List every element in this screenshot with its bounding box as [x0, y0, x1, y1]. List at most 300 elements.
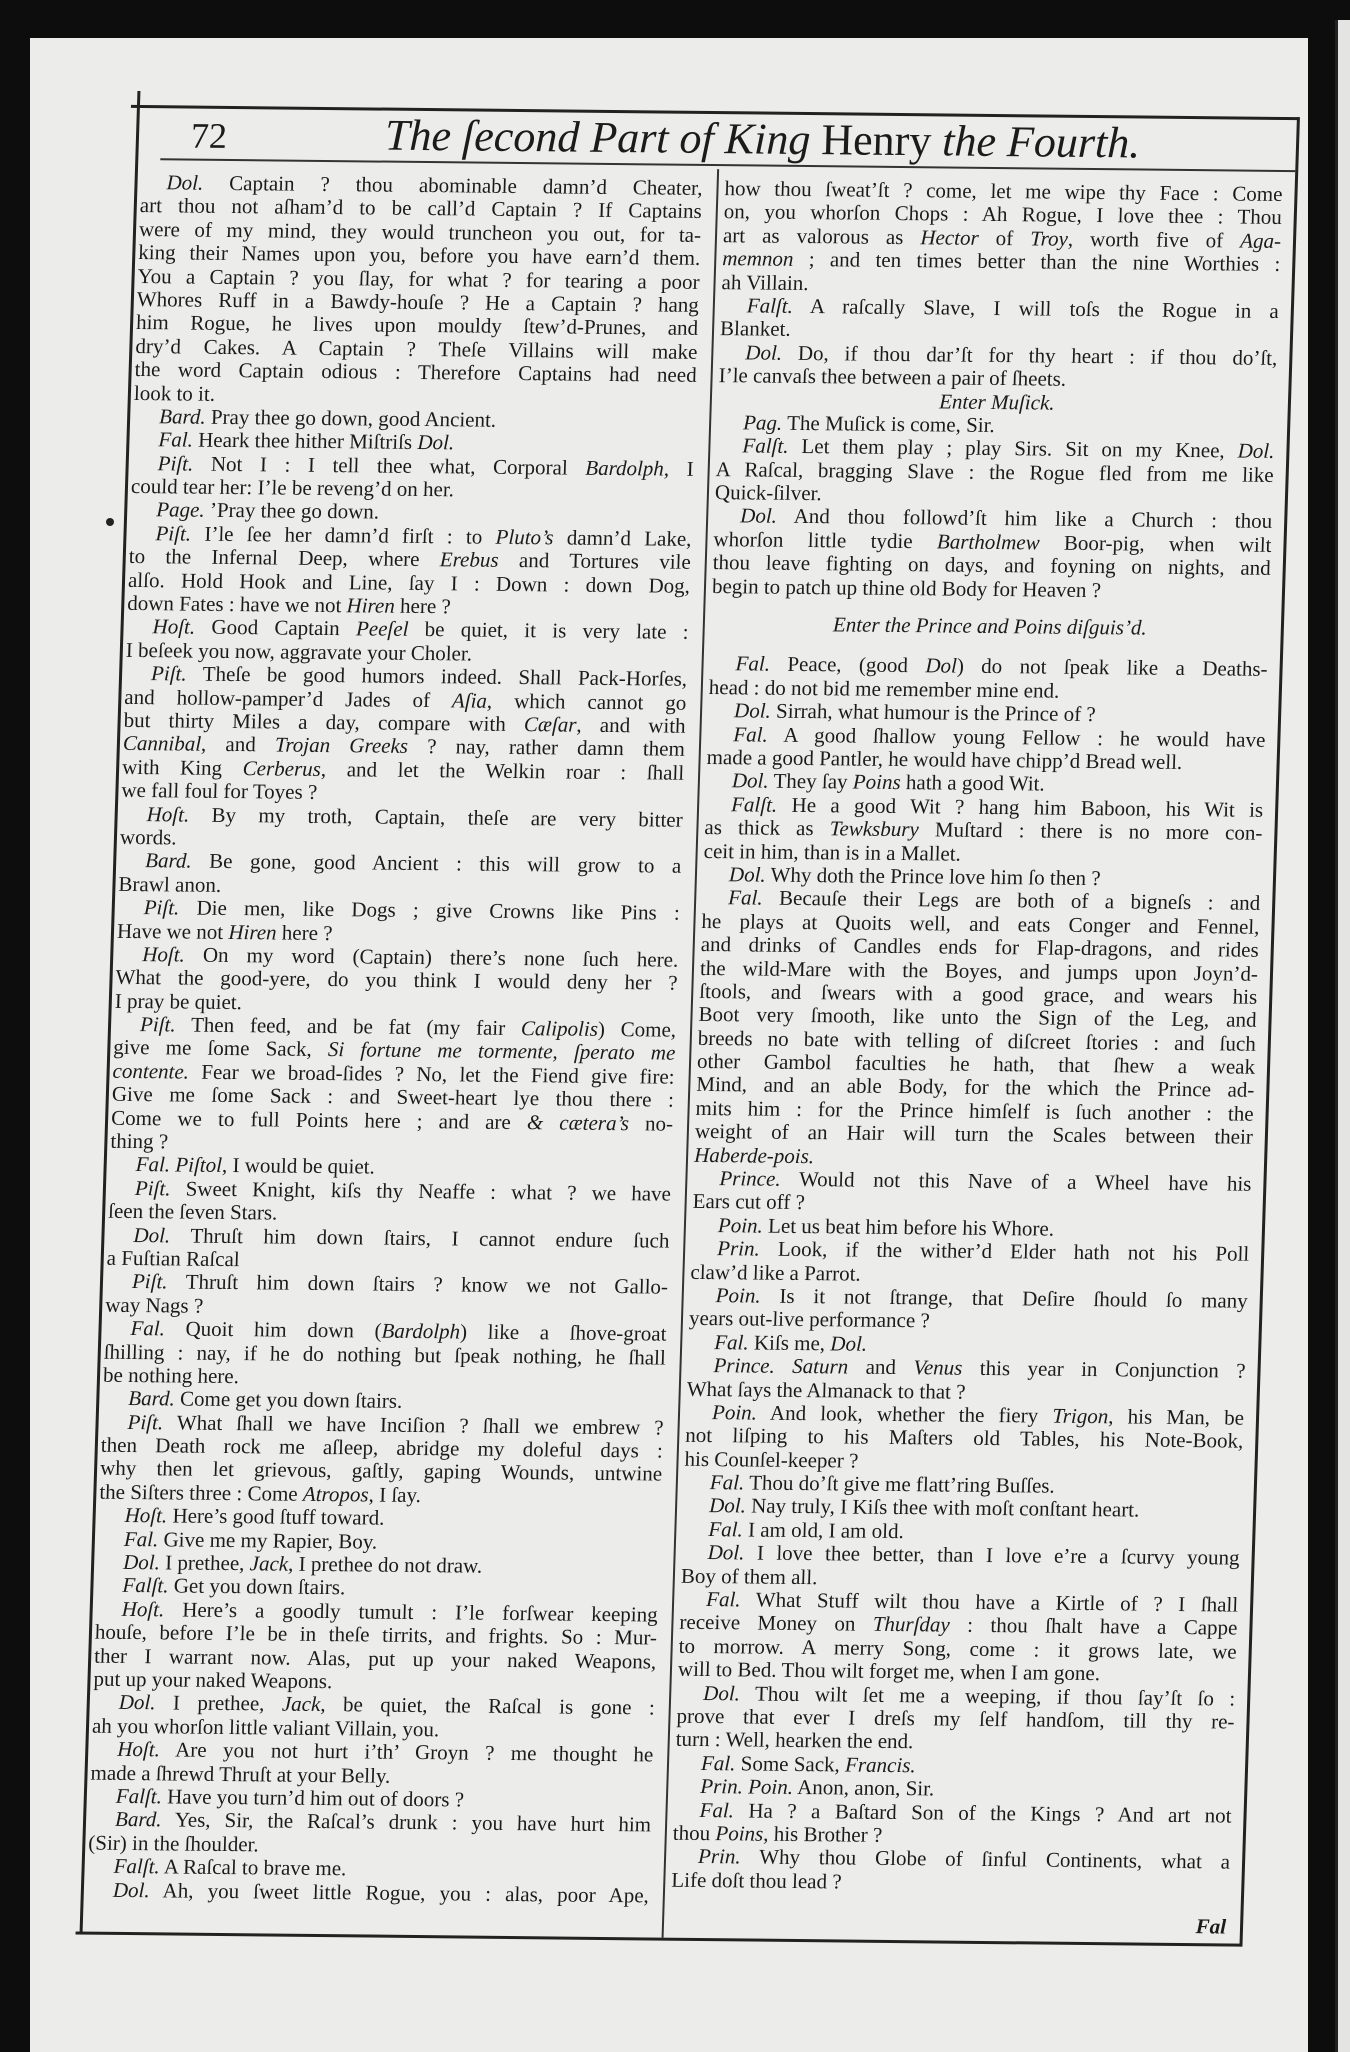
- line-text: Then feed, and be fat (my fair: [190, 1012, 522, 1041]
- line-text: , worth five of: [1067, 226, 1241, 253]
- line-text: here ?: [276, 920, 334, 945]
- line-text: Anon, anon, Sir.: [796, 1775, 935, 1801]
- line-text: why then let grievous, gaſtly, gaping Wounds, untwine: [99, 1456, 663, 1487]
- line-text: What ſays the Almanack to that ?: [686, 1376, 966, 1404]
- line-text: ) do not ſpeak like a Deaths-: [956, 654, 1268, 682]
- line-text: Sweet Knight, kiſs thy Neaffe : what ? we have: [185, 1176, 672, 1206]
- speech: [127, 522, 692, 621]
- line-text: with King: [121, 754, 244, 780]
- line-text: how thou ſweat’ſt ? come, let me wipe thy Face : Come: [724, 176, 1283, 206]
- left-column: [87, 171, 703, 1907]
- line-text: The Muſick is come, Sir.: [786, 410, 996, 437]
- line-text: hath a good Wit.: [900, 770, 1046, 796]
- speaker-name: Bard.: [144, 848, 193, 873]
- line-text: whorſon little tydie: [713, 526, 938, 554]
- speaker-name: Poin.: [717, 1212, 764, 1238]
- speaker-name: Prin. Poin.: [699, 1774, 794, 1800]
- speech: [103, 1317, 667, 1393]
- line-text: be quiet, it is very late :: [408, 617, 689, 645]
- speech: [715, 434, 1275, 510]
- line-text: down Fates : have we not: [126, 590, 348, 618]
- line-text: Yes, Sir, the Raſcal’s drunk : you have hurt him: [174, 1807, 652, 1837]
- running-title: [384, 112, 1141, 168]
- speech: [87, 1878, 650, 1907]
- line-text: words.: [119, 824, 177, 850]
- line-text: I am old, I am old.: [747, 1517, 905, 1543]
- line-text: the word Captain odious : Therefore Captains had need: [134, 357, 698, 387]
- line-text: years out-live performance ?: [688, 1306, 931, 1333]
- italic-name: Calipolis: [520, 1016, 599, 1041]
- speech: [671, 1845, 1230, 1898]
- italic-name: Peeſel: [355, 616, 409, 642]
- speaker-name: Piſt.: [127, 1409, 164, 1435]
- speech: [131, 452, 694, 505]
- line-text: , his Brother ?: [762, 1821, 883, 1847]
- line-text: put up your naked Weapons.: [93, 1666, 333, 1694]
- speech: [678, 1588, 1239, 1687]
- italic-name: Hector: [920, 224, 980, 250]
- speech: [703, 793, 1263, 869]
- line-text: Boot very ſmooth, like unto the Sign of the Leg, and: [698, 1002, 1257, 1033]
- line-text: Thou wilt ſet me a weeping, if thou ſay’ſt ſo :: [754, 1681, 1236, 1711]
- italic-name: Poins: [715, 1821, 764, 1846]
- speaker-name: Fal.: [709, 1470, 745, 1495]
- speaker-name: Fal.: [735, 651, 771, 677]
- line-text: , which cannot go: [486, 688, 687, 715]
- line-text: alſo. Hold Hook and Line, ſay I : Down : down Dog,: [127, 567, 691, 598]
- line-text: : thou ſhalt have a Cappe: [949, 1613, 1238, 1641]
- page-frame: [80, 105, 1297, 1947]
- line-text: Whores Ruff in a Bawdy-houſe ? He a Captain ? hang: [136, 286, 700, 317]
- line-text: Some Sack,: [740, 1751, 846, 1777]
- line-text: ; and ten times better than the nine Worthies :: [793, 247, 1281, 277]
- speaker-name: Fal.: [700, 1750, 736, 1776]
- speech: [672, 1798, 1231, 1851]
- speaker-name: Poin.: [711, 1400, 758, 1425]
- speaker-name: Piſt.: [157, 450, 194, 476]
- line-text: Thruſt him down ſtairs, I cannot endure ſuch: [190, 1223, 670, 1253]
- line-text: Why thou Globe of ſinful Continents, what a: [758, 1844, 1231, 1874]
- line-text: on, you whorſon Chops : Ah Rogue, I love thee : Thou: [723, 199, 1283, 230]
- line-text: (Sir) in the ſhoulder.: [88, 1830, 260, 1857]
- line-text: Do, if thou dar’ſt for thy heart : if thou do’ſt,: [797, 340, 1278, 370]
- speech: [108, 1177, 671, 1230]
- speaker-name: Piſt.: [134, 1175, 171, 1201]
- speaker-name: Dol.: [133, 1222, 171, 1247]
- line-text: receive Money on: [679, 1610, 874, 1637]
- speech: [706, 723, 1265, 776]
- line-text: no-: [628, 1110, 674, 1136]
- line-text: , his Man, be: [1107, 1404, 1245, 1430]
- line-text: Give me ſome Sack : and Sweet-heart lye thou there :: [111, 1082, 675, 1112]
- italic-name: Saturn: [791, 1354, 849, 1379]
- speech: [93, 1597, 658, 1696]
- speech: [721, 177, 1283, 300]
- speaker-name: Falſt.: [115, 1783, 163, 1809]
- italic-name: & cætera’s: [526, 1109, 630, 1135]
- italic-name: Cæſar: [523, 712, 577, 737]
- line-text: claw’d like a Parrot.: [690, 1259, 862, 1286]
- line-text: turn : Well, hearken the end.: [675, 1727, 914, 1754]
- speech: [694, 886, 1261, 1172]
- speaker-name: Dol.: [118, 1690, 156, 1715]
- speech: [125, 615, 688, 668]
- speech: [110, 1013, 676, 1159]
- line-text: mits him : for the Prince himſelf is ſuch another : the: [695, 1095, 1254, 1126]
- line-text: Ears cut off ?: [692, 1189, 806, 1215]
- line-text: ) like a ſhove-groat: [459, 1319, 667, 1346]
- italic-name: Troy: [1029, 226, 1069, 251]
- right-column: [671, 177, 1283, 1897]
- speaker-name: Fal.: [158, 427, 194, 452]
- line-text: the wild-Mare with the Boyes, and jumps upon Joyn’d-: [699, 955, 1259, 986]
- italic-name: Aſia: [451, 687, 488, 713]
- italic-name: Bardolph: [381, 1318, 461, 1344]
- line-text: Here’s good ſtuff toward.: [172, 1503, 385, 1530]
- line-text: made a ſhrewd Thruſt at your Belly.: [90, 1760, 391, 1788]
- speech: [712, 505, 1273, 604]
- line-text: ah you whorſon little valiant Villain, you.: [91, 1713, 440, 1742]
- line-text: I prethee,: [164, 1550, 251, 1576]
- facing-page-edge: [1335, 20, 1350, 2052]
- speech: [121, 662, 687, 808]
- ink-speck: [106, 518, 114, 526]
- speaker-name: Dol.: [707, 1540, 745, 1565]
- line-text: ſhilling : nay, if he do nothing but ſpeak nothing, he ſhall: [103, 1339, 667, 1370]
- speaker-name: Prince.: [719, 1166, 782, 1191]
- speaker-name: Bard.: [158, 404, 207, 429]
- italic-name: Dol.: [830, 1331, 868, 1356]
- line-text: Die men, like Dogs ; give Crowns like Pins :: [196, 895, 681, 925]
- line-text: a Fuſtian Raſcal: [106, 1245, 241, 1272]
- italic-name: Dol: [925, 653, 958, 679]
- line-text: Thruſt him down ſtairs ? know we not Gallo-: [185, 1269, 669, 1299]
- line-text: then Death rock me aſleep, abridge my doleful days :: [100, 1432, 664, 1463]
- line-text: What ſhall we have Inciſion ? ſhall we embrew ?: [176, 1410, 664, 1440]
- line-text: Life doſt thou lead ?: [671, 1867, 843, 1894]
- speech: [134, 171, 703, 411]
- italic-name: Dol.: [1237, 438, 1275, 464]
- italic-name: Thurſday: [872, 1612, 951, 1638]
- line-text: Becauſe their Legs are both of a bigneſs : and: [778, 886, 1261, 916]
- line-text: I love thee better, than I love e’re a ſcurvy young: [756, 1540, 1241, 1570]
- line-text: A Raſcal, bragging Slave : the Rogue fled from me like: [715, 456, 1275, 487]
- line-text: Are you not hurt i’th’ Groyn ? me thought he: [174, 1737, 654, 1767]
- speaker-name: Hoſt.: [146, 801, 190, 827]
- line-text: ther I warrant now. Alas, put up your naked Weapons,: [93, 1643, 657, 1674]
- speaker-name: Dol.: [112, 1877, 151, 1902]
- line-text: Peace, (good: [787, 652, 926, 678]
- line-text: prove that ever I dreſs my ſelf handſom, till thy re-: [676, 1703, 1235, 1734]
- speaker-name: Dol.: [166, 170, 204, 195]
- speech: [718, 341, 1277, 394]
- line-text: Heark thee hither Miſtriſs: [197, 427, 418, 455]
- line-text: art thou not aſham’d to be call’d Captain ? If Captains: [139, 193, 703, 224]
- line-text: damn’d Lake,: [553, 525, 692, 551]
- italic-name: Dol.: [417, 430, 455, 455]
- line-text: Thou do’ſt give me flatt’ring Buſſes.: [748, 1470, 1056, 1498]
- italic-name: memnon: [721, 246, 794, 272]
- line-text: ) Come,: [597, 1016, 677, 1042]
- speech: [88, 1808, 651, 1861]
- speech: [117, 896, 680, 949]
- line-text: , and: [200, 732, 276, 757]
- line-text: Give me my Rapier, Boy.: [163, 1527, 378, 1554]
- line-text: A raſcally Slave, I will toſs the Rogue in a: [809, 294, 1280, 323]
- speaker-name: Falſt.: [742, 433, 789, 459]
- line-text: Be gone, good Ancient : this will grow to a: [208, 849, 682, 879]
- italic-name: Pluto’s: [495, 524, 554, 550]
- stage-direction: Enter Muſick.: [938, 388, 1056, 415]
- italic-name: Trigon: [1051, 1403, 1109, 1429]
- italic-name: Cerberus: [242, 755, 322, 781]
- line-text: ceit in him, than is in a Mallet.: [703, 838, 962, 866]
- line-text: could tear her: I’le be reveng’d on her.: [130, 474, 455, 502]
- line-text: Captain ? thou abominable damn’d Cheater,: [228, 170, 703, 200]
- speech: [720, 294, 1279, 347]
- line-text: I prethee,: [172, 1690, 283, 1716]
- speaker-name: Dol.: [702, 1680, 741, 1706]
- line-text: Nay truly, I Kiſs thee with moſt conſtant heart.: [750, 1493, 1140, 1523]
- line-text: be nothing here.: [102, 1362, 240, 1389]
- speaker-name: Piſt.: [155, 521, 192, 546]
- line-text: , and with: [576, 712, 687, 738]
- line-text: A good ſhallow young Fellow : he would have: [783, 722, 1266, 752]
- speech: [106, 1223, 669, 1276]
- line-text: , be quiet, the Raſcal is gone :: [320, 1692, 656, 1720]
- line-text: Not I : I tell thee what, Corporal: [210, 451, 586, 480]
- line-text: were of my mind, they would truncheon you out, for ta-: [138, 216, 702, 247]
- speaker-name: Fal.: [135, 1152, 171, 1177]
- line-text: give me ſome Sack,: [113, 1035, 329, 1062]
- line-text: Here’s a goodly tumult : I’le forſwear keeping: [181, 1597, 659, 1627]
- line-text: ? nay, rather damn them: [407, 734, 686, 762]
- line-text: but thirty Miles a day, compare with: [123, 707, 525, 737]
- speaker-name: Piſt.: [150, 661, 188, 686]
- line-text: thou: [672, 1820, 716, 1846]
- speech: [92, 1691, 655, 1744]
- speaker-name: Falſt.: [730, 792, 778, 817]
- speaker-name: Fal.: [713, 1329, 750, 1355]
- italic-name: Piſtol: [175, 1152, 223, 1178]
- italic-name: Francis.: [844, 1752, 917, 1778]
- italic-name: contente.: [112, 1058, 190, 1084]
- speaker-name: Poin.: [715, 1283, 762, 1308]
- line-text: thou leave fighting on days, and foyning on nights, and: [712, 550, 1272, 581]
- line-text: begin to patch up thine old Body for Heaven ?: [711, 573, 1102, 602]
- speaker-name: Hoſt.: [116, 1737, 161, 1762]
- line-text: And look, whether the fiery: [769, 1400, 1053, 1428]
- italic-name: Haberde-pois.: [693, 1142, 815, 1168]
- speaker-name: Prin.: [697, 1844, 742, 1869]
- line-text: his Counſel-keeper ?: [684, 1446, 859, 1473]
- speaker-name: Fal.: [727, 885, 764, 910]
- line-text: Mind, and an able Body, for the which the Prince ad-: [696, 1072, 1255, 1103]
- line-text: Brawl anon.: [118, 871, 222, 897]
- line-text: What the good-yere, do you think I would deny her ?: [115, 965, 678, 995]
- speech: [708, 652, 1267, 705]
- speech: [105, 1270, 668, 1323]
- speech: [689, 1284, 1248, 1337]
- speaker-name: Falſt.: [113, 1853, 161, 1879]
- line-text: Boy of them all.: [680, 1563, 818, 1589]
- line-text: and Tortures vile: [498, 548, 692, 575]
- line-text: breeds no bate with telling of diſcreet ſtories : and ſuch: [697, 1025, 1257, 1056]
- title-roman-part: Henry: [820, 115, 933, 166]
- line-text: Boor-pig, when wilt: [1039, 530, 1272, 557]
- line-text: ſeen the ſeven Stars.: [107, 1198, 278, 1225]
- text-line: [87, 1878, 650, 1907]
- line-text: Would not this Nave of a Wheel have his: [798, 1167, 1252, 1196]
- italic-name: Jack: [249, 1551, 289, 1576]
- line-text: Have you turn’d him out of doors ?: [166, 1784, 465, 1812]
- line-text: he plays at Quoits well, and eats Conger and Fennel,: [701, 908, 1260, 939]
- speech: [90, 1738, 653, 1791]
- line-text: as thick as: [704, 815, 831, 841]
- speaker-name: Page.: [155, 497, 206, 523]
- line-text: this year in Conjunction ?: [962, 1355, 1246, 1383]
- line-text: king their Names upon you, before you have earn’d them.: [137, 240, 701, 271]
- speech: [681, 1541, 1240, 1594]
- speaker-name: Dol.: [745, 340, 783, 365]
- line-text: dry’d Cakes. A Captain ? Theſe Villains will make: [135, 333, 698, 364]
- line-text: Why doth the Prince love him ſo then ?: [770, 862, 1102, 891]
- line-text: houſe, before I’le be in theſe tirrits, and frights. So : Mur-: [94, 1619, 658, 1650]
- italic-name: Cannibal: [122, 731, 202, 757]
- line-text: way Nags ?: [104, 1292, 204, 1318]
- line-text: will to Bed. Thou wilt forget me, when I am gone.: [677, 1656, 1101, 1686]
- speech: [684, 1401, 1244, 1477]
- speaker-name: Prin.: [716, 1236, 761, 1261]
- speaker-name: Piſt.: [143, 895, 180, 920]
- line-text: here ?: [394, 593, 452, 619]
- line-text: of: [978, 225, 1031, 251]
- italic-name: Bardolph: [584, 455, 665, 481]
- speaker-name: Bard.: [114, 1807, 162, 1832]
- speech: [114, 943, 678, 1019]
- line-text: thing ?: [110, 1128, 169, 1154]
- line-text: Look, if the wither’d Elder hath not his Poll: [777, 1236, 1250, 1266]
- italic-name: Erebus: [439, 547, 499, 573]
- speech: [120, 802, 683, 855]
- line-text: look to it.: [133, 380, 216, 406]
- line-text: other Gambol faculties he hath, that ſhew a weak: [696, 1048, 1256, 1079]
- speaker-name: Dol.: [731, 768, 770, 794]
- speaker-name: Dol.: [122, 1549, 161, 1575]
- line-text: not liſping to his Maſters old Tables, his Note-Book,: [684, 1423, 1244, 1453]
- line-text: A Raſcal to brave me.: [163, 1854, 347, 1881]
- speaker-name: Piſt.: [131, 1269, 169, 1294]
- line-text: Come get you down ſtairs.: [179, 1386, 403, 1414]
- line-text: Get you down ſtairs.: [173, 1573, 346, 1600]
- stage-direction: Enter the Prince and Poins diſguis’d.: [832, 612, 1148, 640]
- line-text: On my word (Captain) there’s none ſuch here.: [202, 942, 679, 972]
- line-text: Sirrah, what humour is the Prince of ?: [775, 698, 1097, 727]
- line-text: Blanket.: [719, 316, 792, 342]
- italic-name: Atropos: [302, 1481, 370, 1507]
- italic-name: Jack: [281, 1691, 321, 1717]
- speaker-name: Dol.: [708, 1493, 747, 1518]
- italic-name: Si fortune me tormente, ſperato me: [327, 1037, 676, 1066]
- line-text: , I ſay.: [368, 1482, 422, 1507]
- speech: [99, 1410, 664, 1509]
- line-text: Pray thee go down, good Ancient.: [210, 404, 497, 432]
- speaker-name: Hoſt.: [124, 1503, 168, 1528]
- line-text: Is it not ſtrange, that Deſire ſhould ſo many: [779, 1283, 1249, 1313]
- line-text: Let them play ; play Sirs. Sit on my Knee,: [801, 434, 1239, 463]
- line-text: and drinks of Candles ends for Flap-dragons, and rides: [700, 932, 1260, 962]
- speaker-name: Pag.: [742, 410, 783, 435]
- line-text: Ah, you ſweet little Rogue, you : alas, poor Ape,: [162, 1877, 650, 1907]
- line-text: Quoit him down (: [185, 1316, 382, 1343]
- italic-name: Poins: [852, 769, 902, 795]
- line-text: head : do not bid me remember mine end.: [708, 674, 1060, 703]
- italic-name: Tewksbury: [829, 816, 920, 842]
- catchword: Fal: [1195, 1914, 1227, 1939]
- italic-name: Venus: [913, 1355, 963, 1380]
- line-text: , I prethee do not draw.: [287, 1551, 483, 1578]
- speaker-name: Fal.: [123, 1526, 159, 1551]
- speaker-name: Fal.: [708, 1516, 744, 1542]
- speaker-name: Dol.: [733, 698, 772, 723]
- italic-name: Aga-: [1239, 228, 1282, 253]
- line-text: the Siſters three : Come: [99, 1479, 304, 1506]
- line-text: Let us beat him before his Whore.: [767, 1213, 1055, 1241]
- line-text: and: [847, 1354, 914, 1380]
- line-text: Fear we broad-ſides ? No, let the Fiend give fire:: [188, 1059, 676, 1089]
- line-text: By my troth, Captain, theſe are very bitter: [211, 802, 684, 832]
- italic-name: Trojan Greeks: [274, 732, 409, 759]
- line-text: Kiſs me,: [753, 1330, 831, 1356]
- line-text: made a good Pantler, he would have chipp’d Bread well.: [706, 744, 1183, 774]
- line-text: , and let the Welkin roar : ſhall: [320, 756, 685, 785]
- speaker-name: Piſt.: [139, 1012, 177, 1037]
- line-text: , I: [663, 456, 695, 481]
- line-text: ’Pray thee go down.: [209, 498, 380, 525]
- speaker-name: Falſt.: [122, 1573, 169, 1598]
- speaker-name: Bard.: [127, 1386, 176, 1411]
- title-italic-part: The ſecond Part of King: [384, 110, 812, 165]
- italic-name: Hiren: [346, 593, 396, 618]
- line-text: him Rogue, he lives upon mouldy ſtew’d-Prunes, and: [135, 310, 699, 341]
- line-text: Good Captain: [211, 615, 357, 641]
- speech: [690, 1237, 1249, 1290]
- speech: [692, 1167, 1251, 1220]
- line-text: Come we to full Points here ; and are: [110, 1105, 528, 1134]
- line-text: What Stuff wilt thou have a Kirtle of ? I ſhall: [755, 1587, 1239, 1617]
- line-text: And thou followd’ſt him like a Church : thou: [793, 504, 1273, 534]
- speaker-name: Fal.: [130, 1316, 166, 1341]
- speaker-name: Fal.: [705, 1587, 742, 1612]
- title-italic-part-end: the Fourth.: [941, 116, 1142, 168]
- italic-name: Hiren: [228, 919, 278, 945]
- line-text: ſtools, and ſwears with a good grace, and wears his: [698, 978, 1258, 1009]
- speech: [118, 849, 681, 902]
- speaker-name: Prince.: [713, 1353, 776, 1378]
- line-text: They ſay: [773, 769, 854, 794]
- italic-name: Bartholmew: [936, 529, 1041, 555]
- speech: [686, 1354, 1245, 1407]
- line-text: I beſeek you now, aggravate your Choler.: [125, 637, 473, 666]
- speaker-name: Fal.: [699, 1797, 735, 1822]
- page-number: 72: [190, 115, 228, 156]
- line-text: He a good Wit ? hang him Baboon, his Wit is: [791, 792, 1264, 822]
- speech: [675, 1681, 1235, 1757]
- line-text: Ha ? a Baſtard Son of the Kings ? And art not: [748, 1798, 1232, 1828]
- line-text: I’le ſee her damn’d firſt : to: [204, 521, 497, 549]
- line-text: weight of an Hair will turn the Scales between their: [694, 1119, 1254, 1149]
- line-text: ah Villain.: [721, 269, 809, 295]
